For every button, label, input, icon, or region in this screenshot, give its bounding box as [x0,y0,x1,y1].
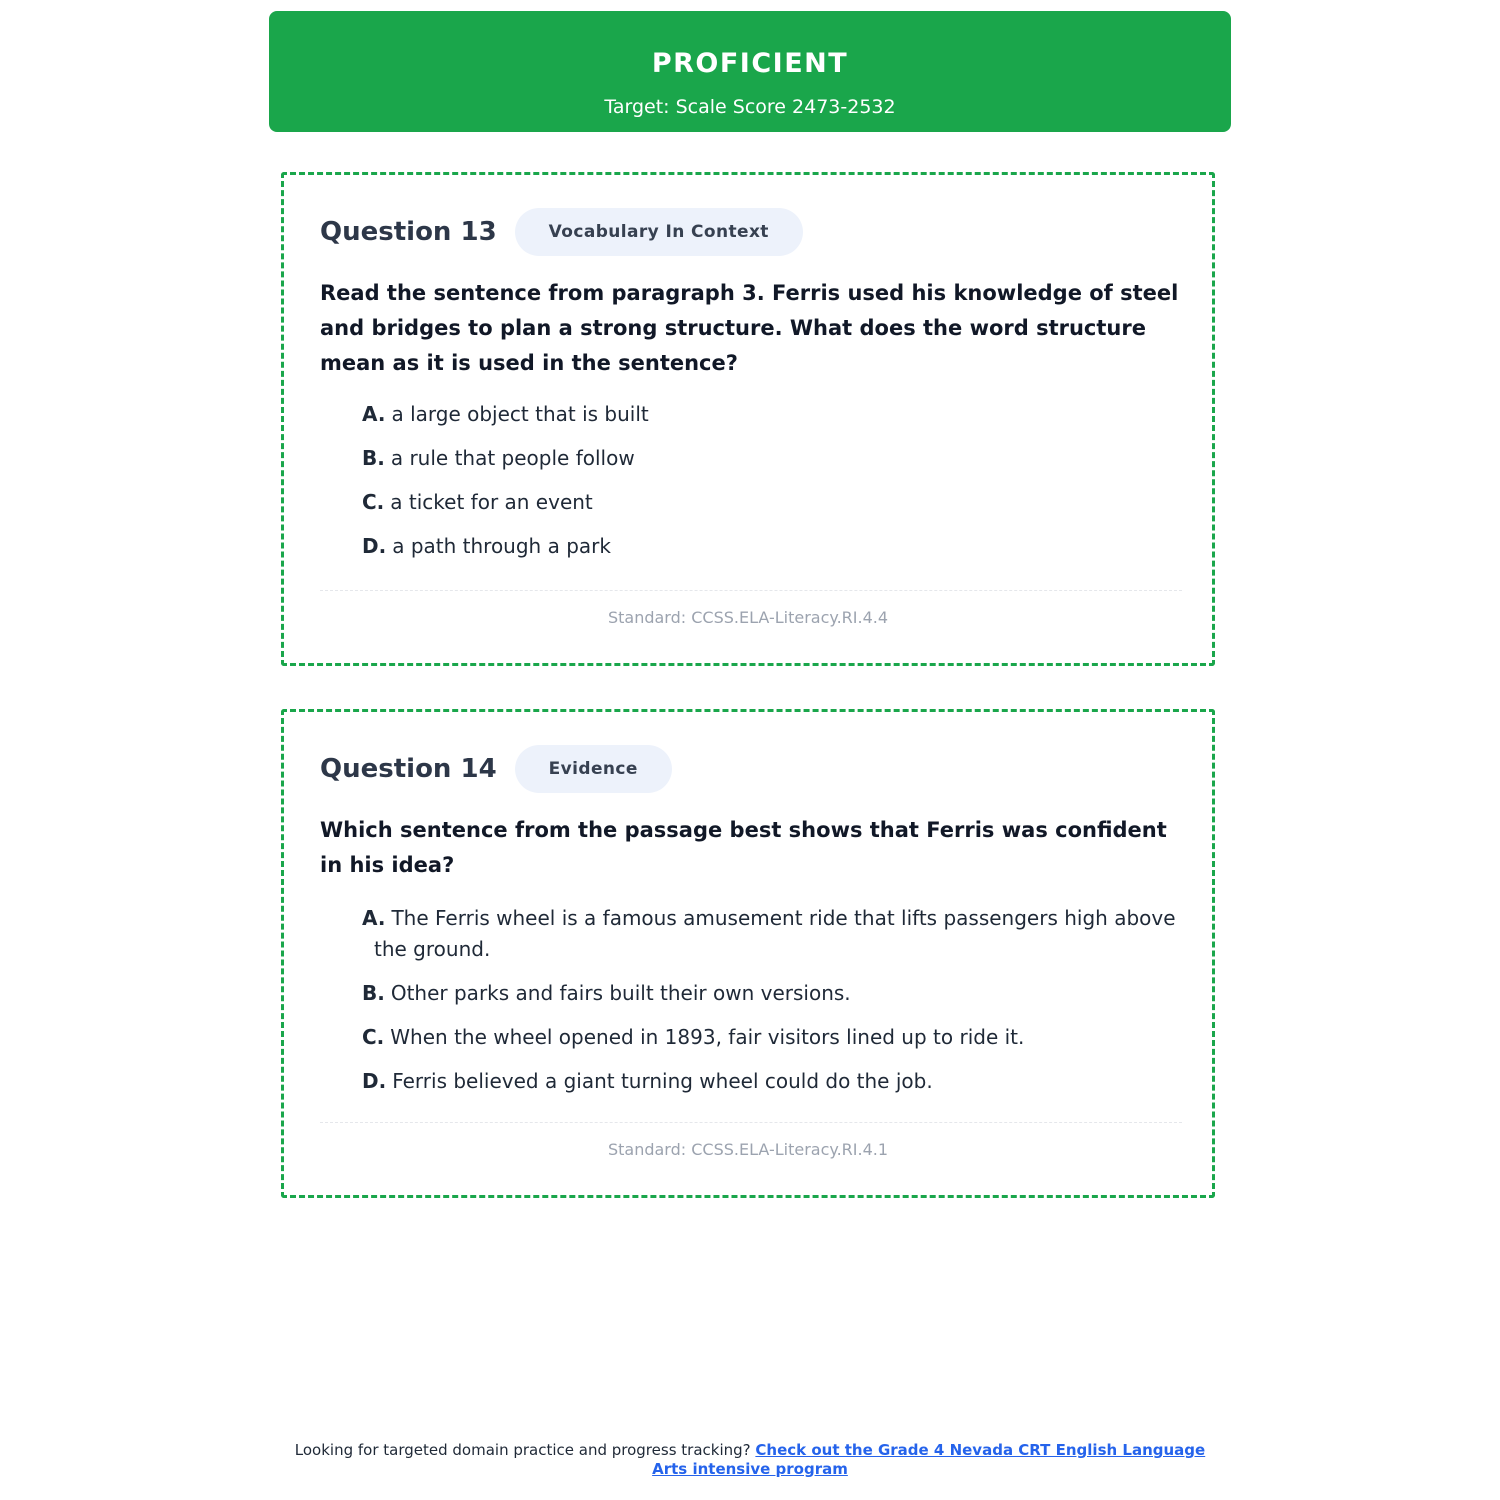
option-text: The Ferris wheel is a famous amusement ride that lifts passengers high above the ground. [374,906,1176,961]
question-header [320,744,672,794]
option-letter: C. [362,1025,385,1049]
proficiency-banner [269,11,1231,132]
footer-prompt: Looking for targeted domain practice and progress tracking? [294,1441,751,1459]
intensive-program-link[interactable]: Check out the Grade 4 Nevada CRT English Language Arts intensive program [652,1441,1206,1478]
footer [280,1441,1220,1479]
question-number: Question 14 [320,754,497,784]
answer-option-a[interactable] [362,903,1192,965]
question-prompt: Read the sentence from paragraph 3. Ferris used his knowledge of steel and bridges to plan a strong structure. What does the word structure mean as it is used in the sentence? [320,281,1179,375]
option-letter: D. [362,1069,387,1093]
standard-label: Standard: CCSS.ELA-Literacy.RI.4.1 [607,1140,889,1159]
option-text: a rule that people follow [390,446,635,470]
option-letter: B. [362,446,385,470]
option-text: When the wheel opened in 1893, fair visitors lined up to ride it. [390,1025,1025,1049]
option-text: a large object that is built [391,402,649,426]
option-text: Other parks and fairs built their own versions. [390,981,851,1005]
option-letter: A. [362,906,386,930]
answer-option-a[interactable] [362,399,1192,430]
option-letter: B. [362,981,385,1005]
option-text: Ferris believed a giant turning wheel could do the job. [392,1069,933,1093]
question-category-tag: Vocabulary In Context [515,208,803,256]
question-number: Question 13 [320,217,497,247]
question-card-13 [281,172,1215,666]
question-category-tag: Evidence [515,745,672,793]
option-text: a path through a park [392,534,611,558]
answer-option-b[interactable] [362,443,1192,474]
banner-title: PROFICIENT [651,48,849,79]
option-letter: D. [362,534,387,558]
divider [320,590,1182,591]
option-text: a ticket for an event [390,490,593,514]
answer-options [362,903,1192,1110]
answer-options [362,399,1192,575]
banner-subtitle: Target: Scale Score 2473-2532 [604,96,896,118]
question-prompt: Which sentence from the passage best shows that Ferris was confident in his idea? [320,818,1167,877]
question-card-14 [281,709,1215,1198]
answer-option-c[interactable] [362,1022,1192,1053]
option-letter: A. [362,402,386,426]
answer-option-b[interactable] [362,978,1192,1009]
standard-label: Standard: CCSS.ELA-Literacy.RI.4.4 [607,608,889,627]
answer-option-d[interactable] [362,531,1192,562]
divider [320,1122,1182,1123]
answer-option-d[interactable] [362,1066,1192,1097]
question-header [320,207,803,257]
option-letter: C. [362,490,385,514]
answer-option-c[interactable] [362,487,1192,518]
